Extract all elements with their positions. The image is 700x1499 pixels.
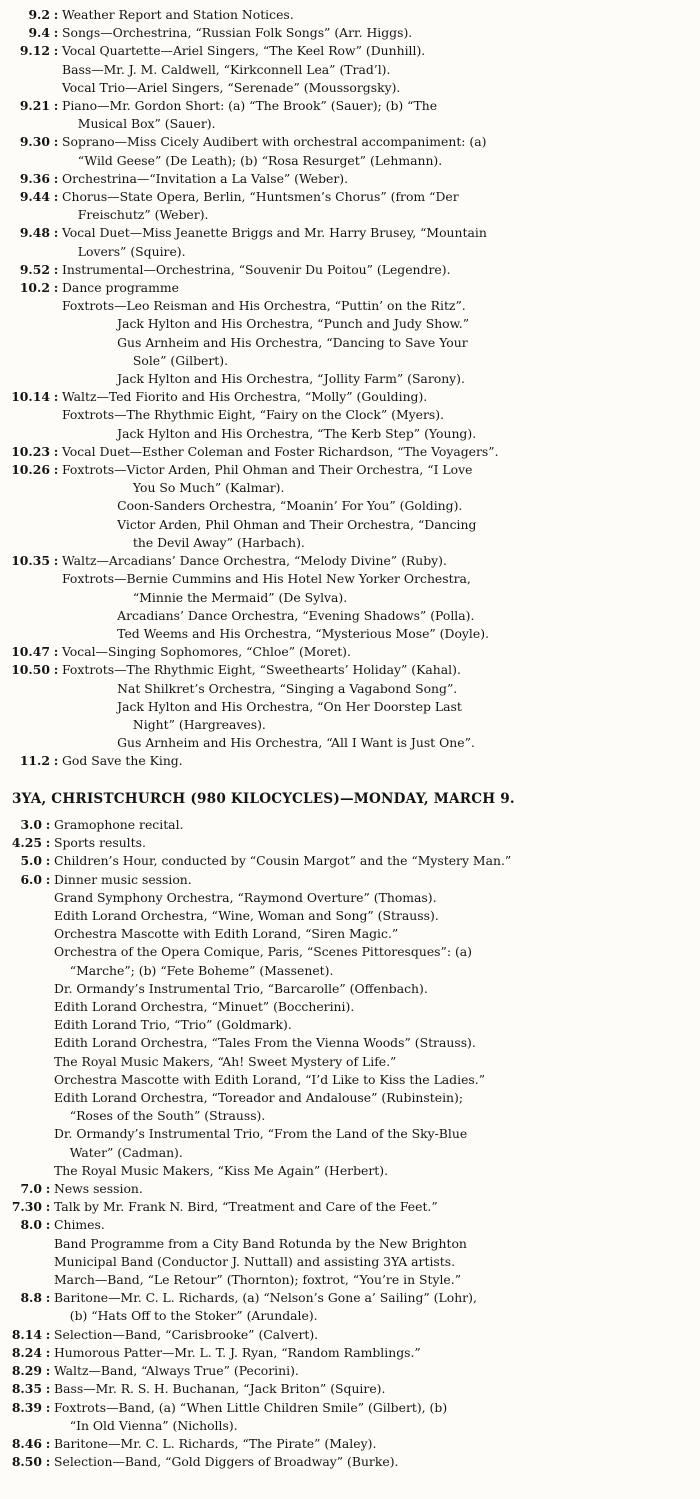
time-separator: : bbox=[45, 1217, 51, 1233]
entry-line: Freischutz” (Weber). bbox=[62, 207, 209, 223]
time-separator: : bbox=[45, 871, 51, 887]
entry-text bbox=[62, 6, 700, 24]
entry-line: Chimes. bbox=[54, 1217, 105, 1233]
entry-text bbox=[54, 1216, 700, 1289]
entry-text bbox=[54, 1198, 700, 1216]
entry-line: Vocal Quartette—Ariel Singers, “The Keel Row” (Dunhill). bbox=[62, 43, 426, 59]
entry-line: Vocal Trio—Ariel Singers, “Serenade” (Moussorgsky). bbox=[62, 79, 401, 95]
entry-line: Waltz—Arcadians’ Dance Orchestra, “Melody Divine” (Ruby). bbox=[62, 553, 447, 569]
entry-time: 10.35 bbox=[11, 553, 50, 569]
entry-line: Jack Hylton and His Orchestra, “On Her Doorstep Last bbox=[62, 698, 462, 714]
entry-text bbox=[62, 97, 700, 133]
schedule-entry bbox=[0, 224, 700, 260]
entry-text bbox=[54, 1399, 700, 1435]
entry-text bbox=[62, 42, 700, 97]
entry-text bbox=[54, 1326, 700, 1344]
entry-time: 9.52 bbox=[19, 261, 50, 277]
entry-line: Jack Hylton and His Orchestra, “Punch and Judy Show.” bbox=[62, 316, 470, 332]
entry-line: “Minnie the Mermaid” (De Sylva). bbox=[62, 589, 348, 605]
time-separator: : bbox=[45, 1181, 51, 1197]
entry-line: Talk by Mr. Frank N. Bird, “Treatment and Care of the Feet.” bbox=[54, 1199, 438, 1215]
entry-line: Foxtrots—Band, (a) “When Little Children Smile” (Gilbert), (b) bbox=[54, 1399, 448, 1415]
entry-line: Edith Lorand Orchestra, “Minuet” (Boccherini). bbox=[54, 999, 355, 1015]
entry-line: Municipal Band (Conductor J. Nuttall) and assisting 3YA artists. bbox=[54, 1253, 456, 1269]
entry-text bbox=[62, 388, 700, 443]
entry-line: Piano—Mr. Gordon Short: (a) “The Brook” (Sauer); (b) “The bbox=[62, 98, 438, 114]
entry-line: Lovers” (Squire). bbox=[62, 243, 186, 259]
entry-text bbox=[62, 188, 700, 224]
entry-text bbox=[62, 224, 700, 260]
entry-line: March—Band, “Le Retour” (Thornton); foxtrot, “You’re in Style.” bbox=[54, 1272, 462, 1288]
entry-text bbox=[62, 279, 700, 388]
entry-time: 8.39 bbox=[11, 1399, 42, 1415]
time-separator: : bbox=[53, 98, 59, 114]
entry-line: Dance programme bbox=[62, 280, 179, 296]
entry-line: “In Old Vienna” (Nicholls). bbox=[54, 1417, 238, 1433]
entry-line: Selection—Band, “Carisbrooke” (Calvert). bbox=[54, 1326, 319, 1342]
schedule-entry bbox=[0, 816, 700, 834]
entry-text bbox=[54, 1289, 700, 1325]
entry-line: Sole” (Gilbert). bbox=[62, 352, 229, 368]
entry-text bbox=[54, 816, 700, 834]
entry-text bbox=[54, 852, 700, 870]
schedule-entry bbox=[0, 1362, 700, 1380]
entry-time: 7.30 bbox=[11, 1199, 42, 1215]
entry-time: 10.14 bbox=[11, 389, 50, 405]
schedule-entry bbox=[0, 188, 700, 224]
entry-text bbox=[62, 752, 700, 770]
entry-time: 8.14 bbox=[11, 1326, 42, 1342]
entry-line: Vocal Duet—Miss Jeanette Briggs and Mr. Harry Brusey, “Mountain bbox=[62, 225, 487, 241]
entry-line: Nat Shilkret’s Orchestra, “Singing a Vagabond Song”. bbox=[62, 680, 458, 696]
entry-time: 3.0 bbox=[20, 817, 42, 832]
schedule-entry bbox=[0, 6, 700, 24]
entry-line: “Roses of the South” (Strauss). bbox=[54, 1108, 266, 1124]
schedule-list bbox=[0, 816, 700, 1471]
entry-line: Selection—Band, “Gold Diggers of Broadway” (Burke). bbox=[54, 1454, 399, 1470]
entry-line: The Royal Music Makers, “Kiss Me Again” (Herbert). bbox=[54, 1162, 389, 1178]
entry-line: (b) “Hats Off to the Stoker” (Arundale). bbox=[54, 1308, 318, 1324]
entry-time: 6.0 bbox=[20, 871, 42, 887]
entry-line: Jack Hylton and His Orchestra, “Jollity Farm” (Sarony). bbox=[62, 371, 465, 387]
entry-line: Foxtrots—The Rhythmic Eight, “Fairy on the Clock” (Myers). bbox=[62, 407, 445, 423]
station-heading: 3YA, CHRISTCHURCH (980 KILOCYCLES)—MONDAY, MARCH 9. bbox=[12, 791, 515, 807]
entry-line: Bass—Mr. J. M. Caldwell, “Kirkconnell Lea” (Trad’l). bbox=[62, 61, 391, 77]
schedule-entry bbox=[0, 834, 700, 852]
schedule-entry bbox=[0, 852, 700, 870]
entry-text bbox=[54, 834, 700, 852]
entry-time: 10.26 bbox=[11, 462, 50, 478]
schedule-entry bbox=[0, 1216, 700, 1289]
schedule-entry bbox=[0, 1289, 700, 1325]
entry-line: Vocal Duet—Esther Coleman and Foster Richardson, “The Voyagers”. bbox=[62, 443, 499, 459]
entry-line: Humorous Patter—Mr. L. T. J. Ryan, “Random Ramblings.” bbox=[54, 1344, 421, 1360]
entry-line: Orchestrina—“Invitation a La Valse” (Weber). bbox=[62, 170, 349, 186]
entry-time: 5.0 bbox=[20, 853, 42, 869]
entry-line: Orchestra Mascotte with Edith Lorand, “Siren Magic.” bbox=[54, 926, 399, 942]
entry-line: Baritone—Mr. C. L. Richards, (a) “Nelson’s Gone a’ Sailing” (Lohr), bbox=[54, 1290, 477, 1306]
entry-text bbox=[54, 1435, 700, 1453]
schedule-entry bbox=[0, 461, 700, 552]
time-separator: : bbox=[53, 662, 59, 678]
entry-line: God Save the King. bbox=[62, 753, 183, 769]
entry-line: Coon-Sanders Orchestra, “Moanin’ For You” (Golding). bbox=[62, 498, 463, 514]
entry-line: Arcadians’ Dance Orchestra, “Evening Shadows” (Polla). bbox=[62, 607, 475, 623]
schedule-entry bbox=[0, 1344, 700, 1362]
programme-section-3ya bbox=[0, 788, 700, 1471]
schedule-entry bbox=[0, 170, 700, 188]
entry-line: Orchestra of the Opera Comique, Paris, “Scenes Pittoresques”: (a) bbox=[54, 944, 473, 960]
schedule-entry bbox=[0, 752, 700, 770]
schedule-entry bbox=[0, 261, 700, 279]
entry-line: Dr. Ormandy’s Instrumental Trio, “Barcarolle” (Offenbach). bbox=[54, 980, 428, 996]
entry-line: Weather Report and Station Notices. bbox=[62, 7, 294, 22]
entry-line: Edith Lorand Orchestra, “Toreador and Andalouse” (Rubinstein); bbox=[54, 1090, 464, 1106]
entry-line: Band Programme from a City Band Rotunda by the New Brighton bbox=[54, 1235, 467, 1251]
entry-line: Musical Box” (Sauer). bbox=[62, 116, 216, 132]
entry-time: 8.0 bbox=[20, 1217, 42, 1233]
schedule-entry bbox=[0, 871, 700, 1180]
entry-time: 8.29 bbox=[11, 1363, 42, 1379]
entry-line: Gus Arnheim and His Orchestra, “Dancing to Save Your bbox=[62, 334, 468, 350]
entry-line: Water” (Cadman). bbox=[54, 1144, 183, 1160]
entry-line: Night” (Hargreaves). bbox=[62, 716, 266, 732]
entry-line: Orchestra Mascotte with Edith Lorand, “I’d Like to Kiss the Ladies.” bbox=[54, 1071, 486, 1087]
schedule-entry bbox=[0, 97, 700, 133]
time-separator: : bbox=[53, 170, 59, 186]
entry-line: Waltz—Ted Fiorito and His Orchestra, “Molly” (Goulding). bbox=[62, 389, 428, 405]
entry-line: Baritone—Mr. C. L. Richards, “The Pirate” (Maley). bbox=[54, 1435, 377, 1451]
entry-line: Foxtrots—The Rhythmic Eight, “Sweethearts’ Holiday” (Kahal). bbox=[62, 662, 461, 678]
entry-time: 9.21 bbox=[19, 98, 50, 114]
time-separator: : bbox=[45, 1290, 51, 1306]
schedule-entry bbox=[0, 1453, 700, 1471]
entry-line: the Devil Away” (Harbach). bbox=[62, 534, 305, 550]
time-separator: : bbox=[45, 1326, 51, 1342]
entry-time: 10.2 bbox=[19, 280, 50, 296]
entry-time: 9.12 bbox=[19, 43, 50, 59]
entry-line: Foxtrots—Bernie Cummins and His Hotel New Yorker Orchestra, bbox=[62, 571, 471, 587]
entry-line: Chorus—State Opera, Berlin, “Huntsmen’s Chorus” (from “Der bbox=[62, 189, 459, 205]
entry-time: 9.4 bbox=[28, 25, 50, 41]
entry-time: 8.24 bbox=[11, 1344, 42, 1360]
time-separator: : bbox=[45, 817, 51, 832]
entry-line: Foxtrots—Victor Arden, Phil Ohman and Their Orchestra, “I Love bbox=[62, 462, 473, 478]
schedule-entry bbox=[0, 1399, 700, 1435]
entry-line: Children’s Hour, conducted by “Cousin Margot” and the “Mystery Man.” bbox=[54, 853, 512, 869]
entry-time: 8.35 bbox=[11, 1381, 42, 1397]
time-separator: : bbox=[53, 644, 59, 660]
entry-line: Dr. Ormandy’s Instrumental Trio, “From the Land of the Sky-Blue bbox=[54, 1126, 468, 1142]
entry-text bbox=[54, 1344, 700, 1362]
entry-text bbox=[54, 1380, 700, 1398]
time-separator: : bbox=[53, 280, 59, 296]
time-separator: : bbox=[53, 553, 59, 569]
entry-time: 10.50 bbox=[11, 662, 50, 678]
entry-line: Foxtrots—Leo Reisman and His Orchestra, “Puttin’ on the Ritz”. bbox=[62, 298, 466, 314]
entry-line: Bass—Mr. R. S. H. Buchanan, “Jack Briton” (Squire). bbox=[54, 1381, 386, 1397]
entry-time: 9.30 bbox=[19, 134, 50, 150]
entry-line: Edith Lorand Orchestra, “Tales From the Vienna Woods” (Strauss). bbox=[54, 1035, 476, 1051]
schedule-entry bbox=[0, 552, 700, 643]
time-separator: : bbox=[53, 189, 59, 205]
schedule-entry bbox=[0, 279, 700, 388]
schedule-entry bbox=[0, 1180, 700, 1198]
entry-line: The Royal Music Makers, “Ah! Sweet Mystery of Life.” bbox=[54, 1053, 397, 1069]
schedule-entry bbox=[0, 133, 700, 169]
entry-line: “Wild Geese” (De Leath); (b) “Rosa Resurget” (Lehmann). bbox=[62, 152, 443, 168]
entry-time: 9.44 bbox=[19, 189, 50, 205]
time-separator: : bbox=[53, 225, 59, 241]
time-separator: : bbox=[53, 443, 59, 459]
schedule-entry bbox=[0, 388, 700, 443]
time-separator: : bbox=[45, 1435, 51, 1451]
time-separator: : bbox=[53, 462, 59, 478]
entry-time: 7.0 bbox=[20, 1181, 42, 1197]
entry-line: Edith Lorand Trio, “Trio” (Goldmark). bbox=[54, 1017, 292, 1033]
entry-text bbox=[62, 133, 700, 169]
entry-text bbox=[62, 170, 700, 188]
time-separator: : bbox=[53, 753, 59, 769]
schedule-entry bbox=[0, 661, 700, 752]
time-separator: : bbox=[45, 1381, 51, 1397]
entry-text bbox=[54, 1180, 700, 1198]
entry-time: 11.2 bbox=[19, 753, 50, 769]
entry-time: 8.46 bbox=[11, 1435, 42, 1451]
time-separator: : bbox=[53, 25, 59, 41]
entry-time: 10.23 bbox=[11, 443, 50, 459]
time-separator: : bbox=[45, 835, 51, 851]
entry-text bbox=[54, 1453, 700, 1471]
entry-time: 9.48 bbox=[19, 225, 50, 241]
entry-line: Instrumental—Orchestrina, “Souvenir Du Poitou” (Legendre). bbox=[62, 261, 451, 277]
schedule-entry bbox=[0, 1326, 700, 1344]
entry-time: 4.25 bbox=[11, 835, 42, 851]
entry-time: 10.47 bbox=[11, 644, 50, 660]
entry-text bbox=[54, 871, 700, 1180]
entry-line: “Marche”; (b) “Fete Boheme” (Massenet). bbox=[54, 962, 334, 978]
schedule-entry bbox=[0, 1435, 700, 1453]
entry-line: Gramophone recital. bbox=[54, 817, 184, 832]
entry-text bbox=[62, 552, 700, 643]
time-separator: : bbox=[45, 1454, 51, 1470]
time-separator: : bbox=[53, 43, 59, 59]
entry-text bbox=[62, 661, 700, 752]
time-separator: : bbox=[53, 134, 59, 150]
time-separator: : bbox=[53, 261, 59, 277]
entry-text bbox=[62, 24, 700, 42]
entry-time: 9.36 bbox=[19, 170, 50, 186]
entry-line: Jack Hylton and His Orchestra, “The Kerb Step” (Young). bbox=[62, 425, 477, 441]
entry-time: 8.50 bbox=[11, 1454, 42, 1470]
time-separator: : bbox=[53, 7, 59, 22]
entry-line: Vocal—Singing Sophomores, “Chloe” (Moret). bbox=[62, 644, 351, 660]
schedule-entry bbox=[0, 1198, 700, 1216]
time-separator: : bbox=[45, 1199, 51, 1215]
entry-text bbox=[62, 443, 700, 461]
entry-line: Dinner music session. bbox=[54, 871, 192, 887]
schedule-entry bbox=[0, 1380, 700, 1398]
entry-line: Songs—Orchestrina, “Russian Folk Songs” (Arr. Higgs). bbox=[62, 25, 413, 41]
entry-text bbox=[62, 261, 700, 279]
schedule-entry bbox=[0, 443, 700, 461]
entry-line: Edith Lorand Orchestra, “Wine, Woman and Song” (Strauss). bbox=[54, 908, 439, 924]
programme-section-continued bbox=[0, 6, 700, 771]
entry-line: Gus Arnheim and His Orchestra, “All I Want is Just One”. bbox=[62, 735, 475, 751]
time-separator: : bbox=[45, 1399, 51, 1415]
time-separator: : bbox=[53, 389, 59, 405]
entry-line: Grand Symphony Orchestra, “Raymond Overture” (Thomas). bbox=[54, 889, 437, 905]
entry-text bbox=[62, 461, 700, 552]
schedule-entry bbox=[0, 24, 700, 42]
entry-text bbox=[54, 1362, 700, 1380]
entry-line: Waltz—Band, “Always True” (Pecorini). bbox=[54, 1363, 299, 1379]
schedule-entry bbox=[0, 643, 700, 661]
entry-time: 9.2 bbox=[28, 7, 50, 22]
schedule-entry bbox=[0, 42, 700, 97]
entry-time: 8.8 bbox=[20, 1290, 42, 1306]
entry-line: You So Much” (Kalmar). bbox=[62, 480, 285, 496]
time-separator: : bbox=[45, 1344, 51, 1360]
time-separator: : bbox=[45, 853, 51, 869]
entry-text bbox=[62, 643, 700, 661]
entry-line: Victor Arden, Phil Ohman and Their Orchestra, “Dancing bbox=[62, 516, 477, 532]
entry-line: News session. bbox=[54, 1181, 143, 1197]
entry-line: Soprano—Miss Cicely Audibert with orchestral accompaniment: (a) bbox=[62, 134, 487, 150]
entry-line: Ted Weems and His Orchestra, “Mysterious Mose” (Doyle). bbox=[62, 625, 489, 641]
time-separator: : bbox=[45, 1363, 51, 1379]
entry-line: Sports results. bbox=[54, 835, 146, 851]
